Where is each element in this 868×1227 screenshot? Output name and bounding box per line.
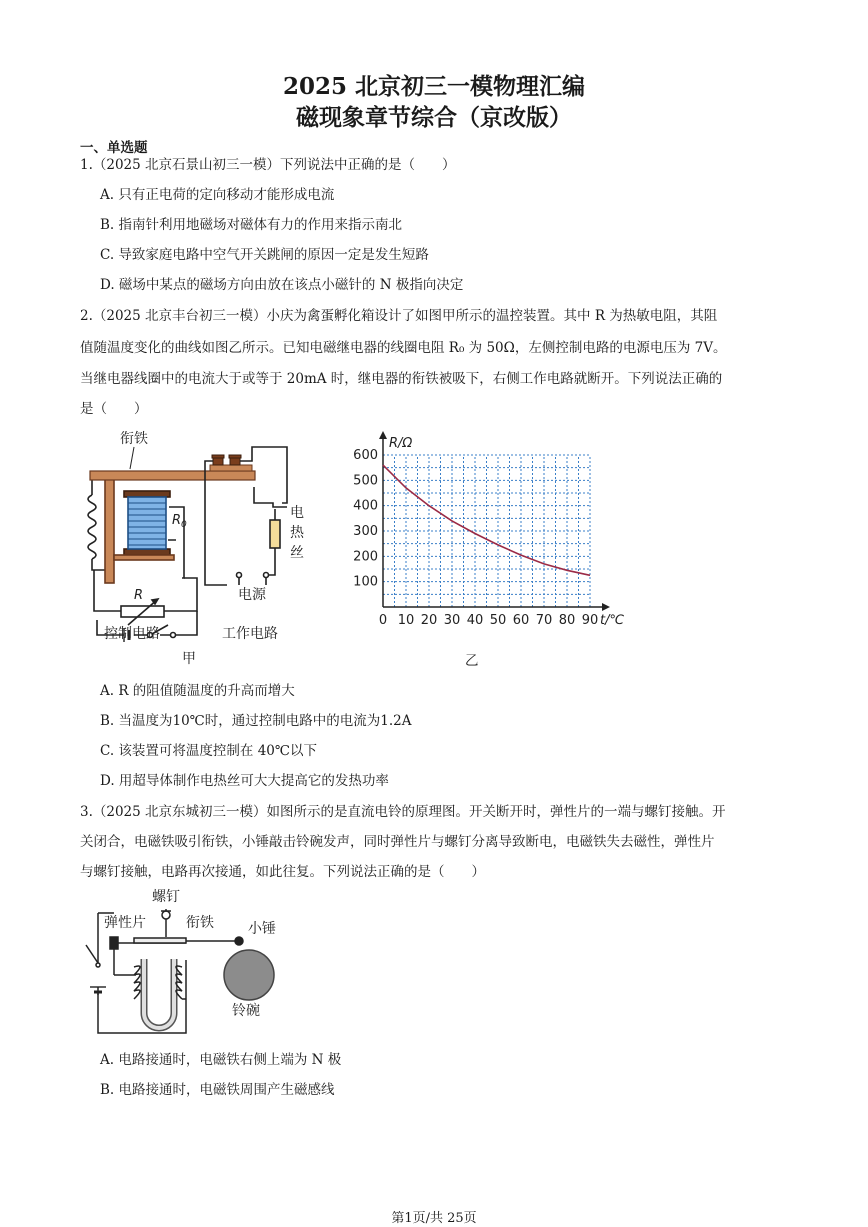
figure-caption-jia: 甲 <box>182 651 196 667</box>
label-heater-2: 热 <box>290 525 304 541</box>
y-tick-label: 600 <box>353 448 378 463</box>
label-r0: R <box>172 513 182 528</box>
section-heading: 一、单选题 <box>80 140 148 156</box>
x-tick-label: 0 <box>378 613 388 628</box>
y-tick-label: 100 <box>353 574 378 590</box>
q3-option-b: B. 电路接通时，电磁铁周围产生磁感线 <box>100 1082 335 1098</box>
y-tick-label: 300 <box>353 524 378 539</box>
resistance-temperature-chart <box>345 425 645 670</box>
relay-circuit-diagram <box>72 425 337 670</box>
q1-stem: 1.（2025 北京石景山初三一模）下列说法中正确的是（ ） <box>80 157 456 173</box>
label-power: 电源 <box>238 587 266 603</box>
q2-option-a: A. R 的阻值随温度的升高而增大 <box>100 683 295 699</box>
label-hammer: 小锤 <box>248 921 276 937</box>
x-tick-label: 70 <box>535 613 553 628</box>
x-axis-label: t/℃ <box>600 613 625 628</box>
x-tick-label: 60 <box>512 613 530 628</box>
q1-option-d: D. 磁场中某点的磁场方向由放在该点小磁针的 N 极指向决定 <box>100 277 464 293</box>
y-tick-label: 200 <box>353 549 378 565</box>
q1-option-c: C. 导致家庭电路中空气开关跳闸的原因一定是发生短路 <box>100 247 429 263</box>
document-title-line1: 2025 北京初三一模物理汇编 <box>282 73 586 100</box>
x-tick-label: 90 <box>581 613 599 628</box>
label-r: R <box>134 588 144 603</box>
x-tick-label: 10 <box>397 613 415 628</box>
q1-option-a: A. 只有正电荷的定向移动才能形成电流 <box>100 187 335 203</box>
y-axis-arrow <box>379 431 387 439</box>
label-screw: 螺钉 <box>152 889 180 905</box>
document-title-line2: 磁现象章节综合（京改版） <box>296 104 572 131</box>
q2-stem-line3: 当继电器线圈中的电流大于或等于 20mA 时，继电器的衔铁被吸下，右侧工作电路就断开。下列说法正确的 <box>80 371 723 387</box>
label-armature: 衔铁 <box>120 431 148 447</box>
q2-stem-line1: 2.（2025 北京丰台初三一模）小庆为禽蛋孵化箱设计了如图甲所示的温控装置。其中 R 为热敏电阻，其阻 <box>80 308 718 324</box>
x-tick-label: 20 <box>420 613 438 628</box>
label-work-circuit: 工作电路 <box>222 626 278 642</box>
q3-stem-line2: 关闭合，电磁铁吸引衔铁，小锤敲击铃碗发声，同时弹性片与螺钉分离导致断电，电磁铁失去磁性，弹性片 <box>80 834 715 850</box>
q1-option-b: B. 指南针利用地磁场对磁体有力的作用来指示南北 <box>100 217 403 233</box>
label-r0-subscript: 0 <box>181 520 187 530</box>
figure-caption-yi: 乙 <box>465 653 479 669</box>
q2-stem-line4: 是（ ） <box>80 401 148 417</box>
q2-stem-line2: 值随温度变化的曲线如图乙所示。已知电磁继电器的线圈电阻 R₀ 为 50Ω，左侧控制电路的电源电压为 7V。 <box>80 340 727 356</box>
x-tick-label: 40 <box>466 613 484 628</box>
x-tick-label: 50 <box>489 613 507 628</box>
q2-option-b: B. 当温度为10℃时，通过控制电路中的电流为1.2A <box>100 713 412 729</box>
label-armature: 衔铁 <box>186 915 214 931</box>
electric-bell-diagram <box>76 885 291 1045</box>
y-tick-label: 400 <box>353 498 378 514</box>
x-tick-label: 80 <box>558 613 576 628</box>
x-tick-label: 30 <box>443 613 461 628</box>
label-heater-3: 丝 <box>290 545 304 561</box>
q2-option-c: C. 该装置可将温度控制在 40℃以下 <box>100 743 318 759</box>
q3-option-a: A. 电路接通时，电磁铁右侧上端为 N 极 <box>100 1052 342 1068</box>
y-axis-label: R/Ω <box>389 436 413 451</box>
label-control-circuit: 控制电路 <box>104 626 160 642</box>
y-tick-label: 500 <box>353 473 378 489</box>
page-footer: 第1页/共 25页 <box>391 1211 477 1226</box>
q3-stem-line1: 3.（2025 北京东城初三一模）如图所示的是直流电铃的原理图。开关断开时，弹性片的一端与螺钉接触。开 <box>80 804 726 820</box>
q3-stem-line3: 与螺钉接触，电路再次接通，如此往复。下列说法正确的是（ ） <box>80 864 485 880</box>
label-spring-plate: 弹性片 <box>104 915 146 931</box>
label-bell-bowl: 铃碗 <box>232 1003 260 1019</box>
label-heater-1: 电 <box>290 505 304 521</box>
q2-option-d: D. 用超导体制作电热丝可大大提高它的发热功率 <box>100 773 389 789</box>
x-axis-arrow <box>602 603 610 611</box>
